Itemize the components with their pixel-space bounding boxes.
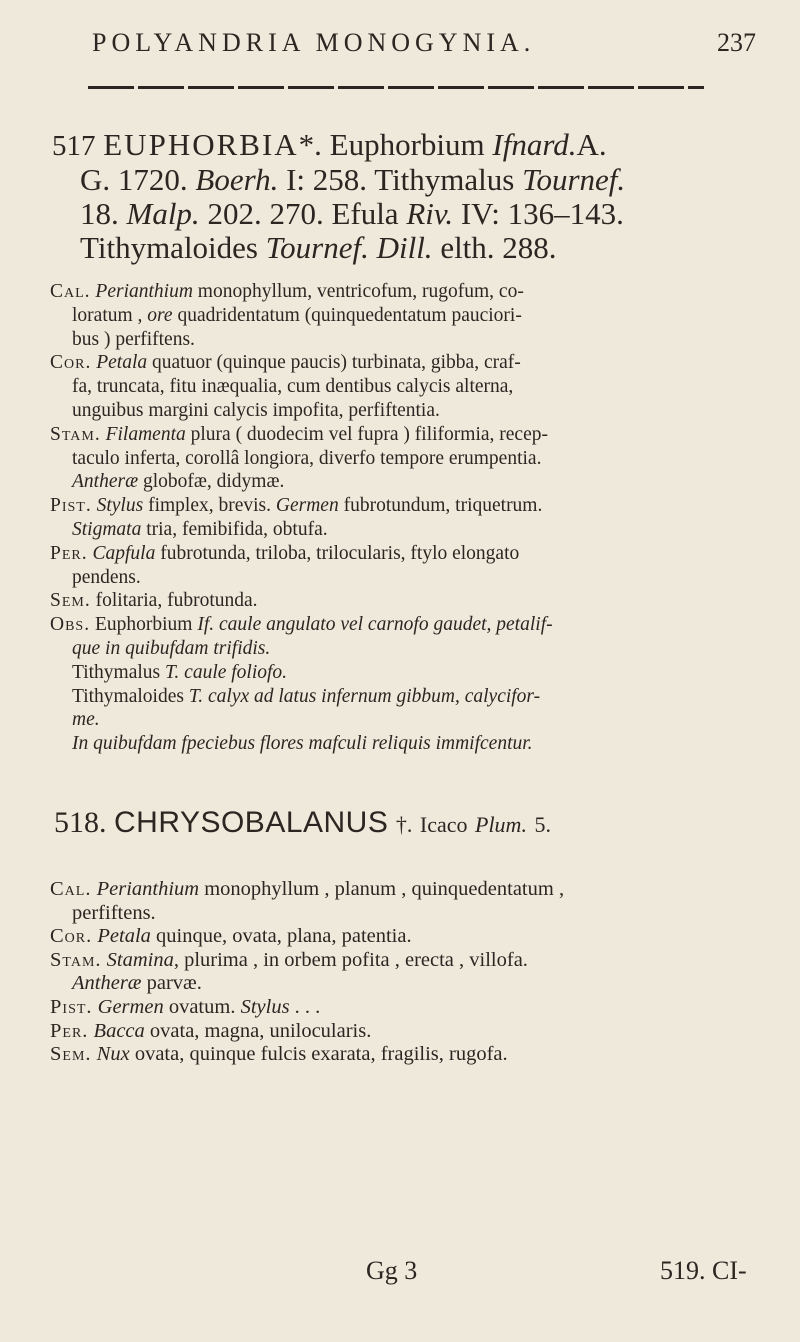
text: T. calyx ad latus infernum gibbum, calycifor-	[188, 685, 541, 707]
catchword: 519. CI-	[660, 1256, 747, 1285]
text: ovata, magna, unilocularis.	[149, 1019, 372, 1042]
seeds-paragraph	[50, 589, 765, 613]
section-abbr: Per.	[50, 542, 88, 564]
page-number: 237	[717, 28, 756, 57]
text: quatuor (quinque paucis) turbinata, gibba, craf-	[152, 352, 521, 374]
term: Stylus	[96, 495, 144, 517]
text: globofæ, didymæ.	[142, 471, 285, 493]
section-abbr: Pist.	[50, 495, 92, 517]
running-header	[92, 28, 756, 68]
calyx-paragraph	[50, 878, 765, 925]
term: Germen	[97, 995, 164, 1018]
section-abbr: Cor.	[50, 925, 93, 948]
calyx-paragraph	[50, 280, 765, 351]
text: If. caule angulato vel carnofo gaudet, petalif-	[197, 614, 553, 636]
text: ovatum.	[168, 995, 236, 1018]
author: Boerh.	[195, 162, 279, 197]
term: Petala	[96, 352, 148, 374]
text: . . .	[294, 995, 321, 1018]
entry-number: 518.	[54, 806, 107, 839]
text: unguibus margini calycis impofita, perfiftentia.	[72, 399, 440, 421]
text: taculo inferta, corollâ longiora, diverfo tempore erumpentia.	[72, 447, 542, 469]
term: Antheræ	[72, 972, 142, 995]
text: plura ( duodecim vel fupra ) filiformia, recep-	[190, 423, 548, 445]
seeds-paragraph	[50, 1043, 765, 1067]
text: monophyllum, ventricofum, rugofum, co-	[197, 281, 524, 302]
section-abbr: Per.	[50, 1019, 89, 1042]
text: tria, femibifida, obtufa.	[146, 518, 328, 540]
entry-517-heading	[52, 128, 762, 265]
genus-mark: *.	[298, 127, 322, 162]
synonym: Euphorbium	[329, 127, 485, 162]
pericarp-paragraph	[50, 542, 765, 590]
text: fubrotundum, triquetrum.	[343, 495, 543, 517]
stamens-paragraph	[50, 423, 765, 494]
text: folitaria, fubrotunda.	[95, 590, 258, 612]
pericarp-paragraph	[50, 1020, 765, 1044]
ref: A.	[576, 127, 607, 162]
stamens-paragraph	[50, 949, 765, 996]
pistil-paragraph	[50, 996, 765, 1020]
entry-number: 517	[52, 130, 96, 162]
section-abbr: Sem.	[50, 1043, 92, 1066]
text: quinque, ovata, plana, patentia.	[156, 925, 412, 948]
term: Perianthium	[96, 878, 200, 900]
entry-518-heading	[54, 806, 764, 842]
observations-paragraph	[50, 613, 765, 756]
entry-518-description	[50, 878, 765, 1067]
term: Capfula	[92, 542, 156, 564]
synonym: Icaco	[419, 812, 468, 837]
ref: 18.	[80, 196, 119, 231]
text: perfiftens.	[72, 901, 156, 924]
text: fa, truncata, fitu inæqualia, cum dentibus calycis alterna,	[72, 376, 514, 398]
text: parvæ.	[146, 972, 202, 995]
text: fimplex, brevis.	[148, 495, 272, 517]
term: Filamenta	[105, 423, 186, 445]
author: Malp.	[126, 196, 200, 231]
text: quadridentatum (quinquedentatum pauciori-	[177, 304, 522, 326]
ref: elth. 288.	[440, 230, 557, 265]
ref: G. 1720.	[80, 162, 188, 197]
author: Tournef.	[522, 162, 626, 197]
ref: IV: 136–143.	[460, 196, 624, 231]
text: pendens.	[72, 566, 141, 588]
section-abbr: Sem.	[50, 590, 91, 612]
page-footer	[0, 1256, 800, 1296]
signature-mark: Gg 3	[366, 1256, 418, 1285]
text: loratum ,	[72, 304, 143, 326]
text: Tithymalus	[72, 661, 161, 683]
entry-517-description	[50, 280, 765, 756]
genus-mark: †.	[395, 812, 413, 837]
term: Stamina	[106, 948, 174, 971]
text: fubrotunda, triloba, trilocularis, ftylo elongato	[160, 542, 520, 564]
text: que in quibufdam trifidis.	[72, 637, 271, 659]
author: Plum.	[475, 812, 527, 837]
text: Tithymaloides	[72, 685, 184, 707]
section-abbr: Cor.	[50, 352, 92, 374]
pistil-paragraph	[50, 494, 765, 542]
author: Ifnard.	[492, 127, 577, 162]
section-abbr: Stam.	[50, 423, 101, 445]
section-abbr: Stam.	[50, 948, 102, 971]
term: Perianthium	[95, 281, 193, 302]
header-rule	[88, 86, 704, 89]
term: Bacca	[93, 1019, 145, 1042]
section-abbr: Pist.	[50, 995, 93, 1018]
corolla-paragraph	[50, 351, 765, 422]
synonym: Tithymaloides	[80, 230, 258, 265]
section-abbr: Cal.	[50, 878, 92, 900]
text: monophyllum , planum , quinquedentatum ,	[204, 878, 565, 900]
term: Nux	[96, 1043, 130, 1066]
term: Germen	[275, 495, 339, 517]
text: T. caule foliofo.	[165, 661, 288, 683]
term: Stigmata	[72, 518, 142, 540]
term: Stylus	[240, 995, 290, 1018]
author: Tournef. Dill.	[265, 230, 433, 265]
ref: I: 258. Tithymalus	[286, 162, 515, 197]
text: , plurima , in orbem pofita , erecta , villofa.	[173, 948, 528, 971]
section-abbr: Obs.	[50, 614, 91, 636]
term: Petala	[97, 925, 151, 948]
text: ovata, quinque fulcis exarata, fragilis, rugofa.	[134, 1043, 508, 1066]
ref: 202. 270. Efula	[207, 196, 399, 231]
text: Euphorbium	[94, 614, 193, 636]
genus-name: CHRYSOBALANUS	[114, 806, 389, 839]
section-abbr: Cal.	[50, 281, 91, 302]
author: Riv.	[406, 196, 454, 231]
ref: 5.	[534, 812, 551, 837]
text: In quibufdam fpeciebus flores mafculi reliquis immifcentur.	[72, 733, 533, 755]
term: ore	[147, 304, 173, 326]
term: Antheræ	[72, 471, 139, 493]
text: bus ) perfiftens.	[72, 328, 195, 350]
genus-name: EUPHORBIA	[103, 127, 299, 162]
corolla-paragraph	[50, 925, 765, 949]
text: me.	[72, 709, 100, 731]
running-title: POLYANDRIA MONOGYNIA.	[92, 28, 536, 57]
